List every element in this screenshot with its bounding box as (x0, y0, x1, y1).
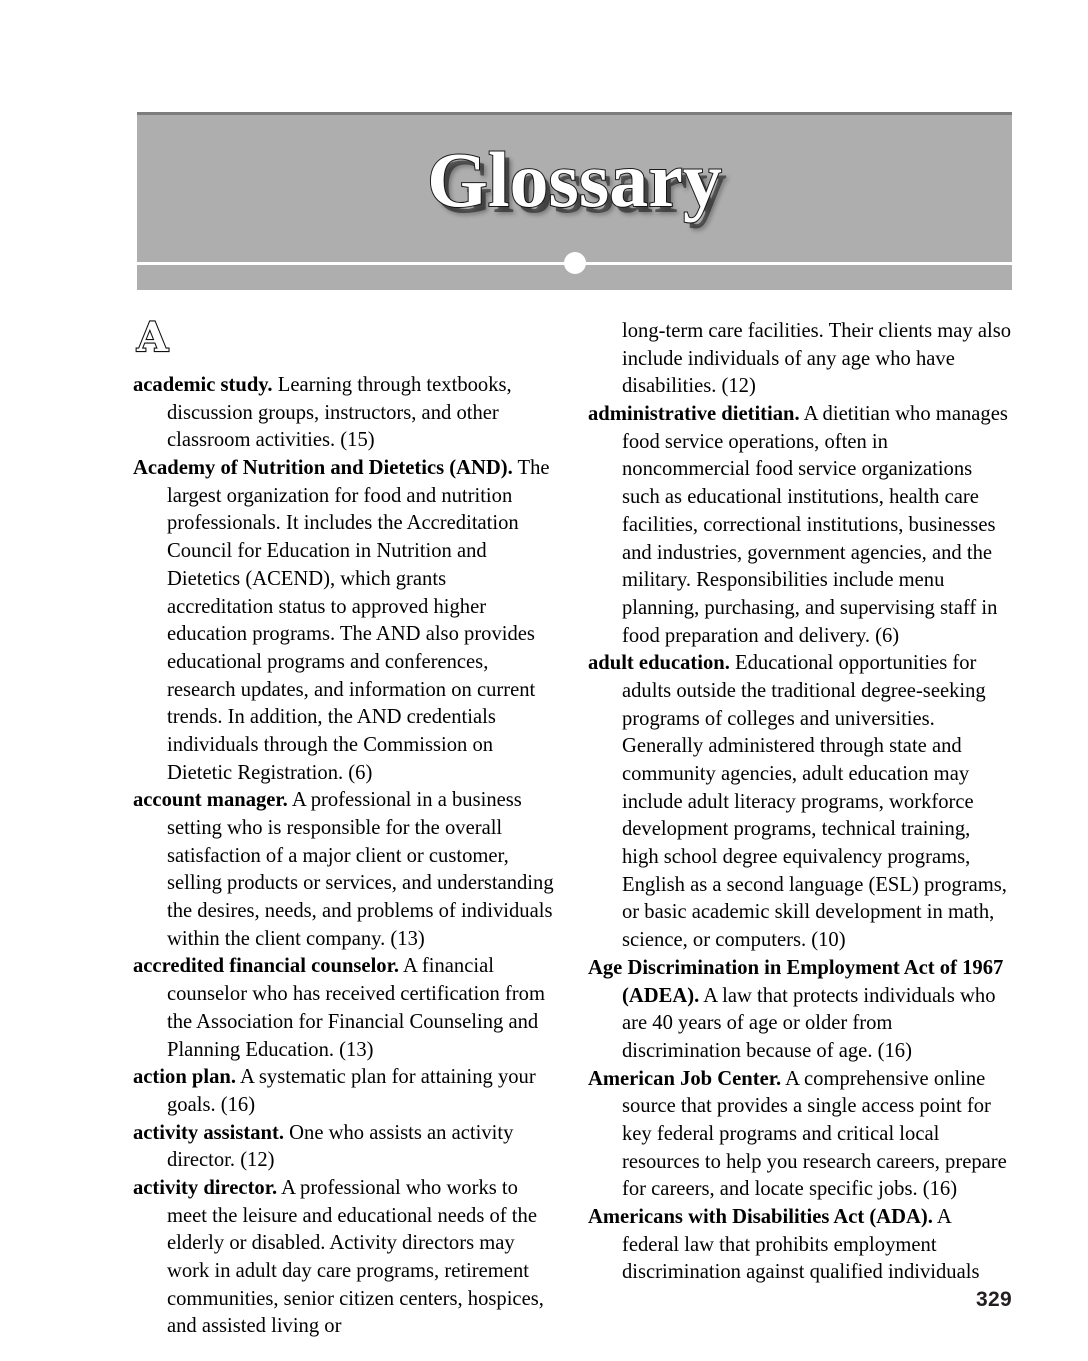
glossary-definition: A systematic plan for attaining your goals. (16) (167, 1066, 536, 1116)
glossary-term: administrative dietitian. (588, 403, 800, 426)
glossary-definition: A dietitian who manages food service operations, often in noncommercial food service organizations such as educational institutions, health care facilities, correctional institutions, businesses and industries, government agencies, and the military. Responsibilities include menu planning, purchasing, and supervising staff in food preparation and delivery. (6) (622, 403, 1008, 647)
glossary-definition: A law that protects individuals who are 40 years of age or older from discrimination because of age. (16) (622, 984, 996, 1062)
glossary-definition: A professional in a business setting who is responsible for the overall satisfaction of a major client or customer, selling products or services, and understanding the desires, needs, and problems of individuals within the client company. (13) (167, 789, 554, 950)
glossary-definition: Learning through textbooks, discussion groups, instructors, and other classroom activities. (15) (167, 374, 512, 452)
glossary-definition: A federal law that prohibits employment discrimination against qualified individuals (622, 1206, 980, 1284)
glossary-definition: One who assists an activity director. (12) (167, 1121, 514, 1172)
glossary-entry (133, 372, 557, 455)
section-letter-a: A (137, 314, 169, 361)
left-column (133, 314, 557, 1341)
glossary-term: action plan. (133, 1066, 236, 1089)
glossary-entry (588, 955, 1012, 1066)
glossary-definition: A financial counselor who has received certification from the Association for Financial Counseling and Planning Education. (13) (167, 955, 545, 1061)
glossary-entry (133, 1175, 557, 1341)
glossary-term: Age Discrimination in Employment Act of 1967 (ADEA). (588, 956, 1004, 1007)
glossary-entry (588, 1204, 1012, 1287)
glossary-term: adult education. (588, 652, 730, 675)
glossary-entry (133, 455, 557, 787)
glossary-entry (588, 1066, 1012, 1204)
glossary-entry (133, 787, 557, 953)
glossary-entry (133, 1120, 557, 1175)
page-title: Glossary (427, 136, 722, 223)
glossary-definition: A professional who works to meet the leisure and educational needs of the elderly or disabled. Activity directors may work in adult day care programs, retirement communities, senior citizen centers, hospices, and assisted living or (167, 1176, 544, 1338)
page-number: 329 (976, 1288, 1012, 1311)
glossary-entry (588, 650, 1012, 955)
glossary-entry (588, 401, 1012, 650)
glossary-term: activity assistant. (133, 1121, 285, 1144)
banner-dot-ornament (564, 252, 586, 274)
glossary-header-banner (137, 112, 1012, 290)
glossary-definition: Educational opportunities for adults outside the traditional degree-seeking programs of colleges and universities. Generally administered through state and community agencies, adult education may include adult literacy programs, workforce development programs, technical training, high school degree equivalency programs, English as a second language (ESL) programs, or basic academic skill development in math, science, or computers. (10) (622, 652, 1007, 952)
right-column (588, 318, 1012, 1287)
glossary-term: American Job Center. (588, 1067, 782, 1090)
glossary-term: account manager. (133, 789, 288, 812)
glossary-term: Americans with Disabilities Act (ADA). (588, 1206, 933, 1228)
continued-definition-text: long-term care facilities. Their clients may also include individuals of any age who have disabilities. (12) (622, 320, 1012, 398)
glossary-definition: A comprehensive online source that provides a single access point for key federal programs and critical local resources to help you research careers, prepare for careers, and locate specific jobs. (16) (622, 1067, 1007, 1201)
glossary-entry (133, 953, 557, 1064)
glossary-term: academic study. (133, 374, 273, 396)
glossary-term: activity director. (133, 1176, 278, 1199)
glossary-term: Academy of Nutrition and Dietetics (AND). (133, 457, 513, 480)
glossary-entry (133, 1064, 557, 1119)
glossary-definition: The largest organization for food and nutrition professionals. It includes the Accreditation Council for Education in Nutrition and Dietetics (ACEND), which grants accreditation status to approved higher education programs. The AND also provides educational programs and conferences, research updates, and information on current trends. In addition, the AND credentials individuals through the Commission on Dietetic Registration. (6) (167, 457, 550, 784)
glossary-term: accredited financial counselor. (133, 955, 399, 978)
